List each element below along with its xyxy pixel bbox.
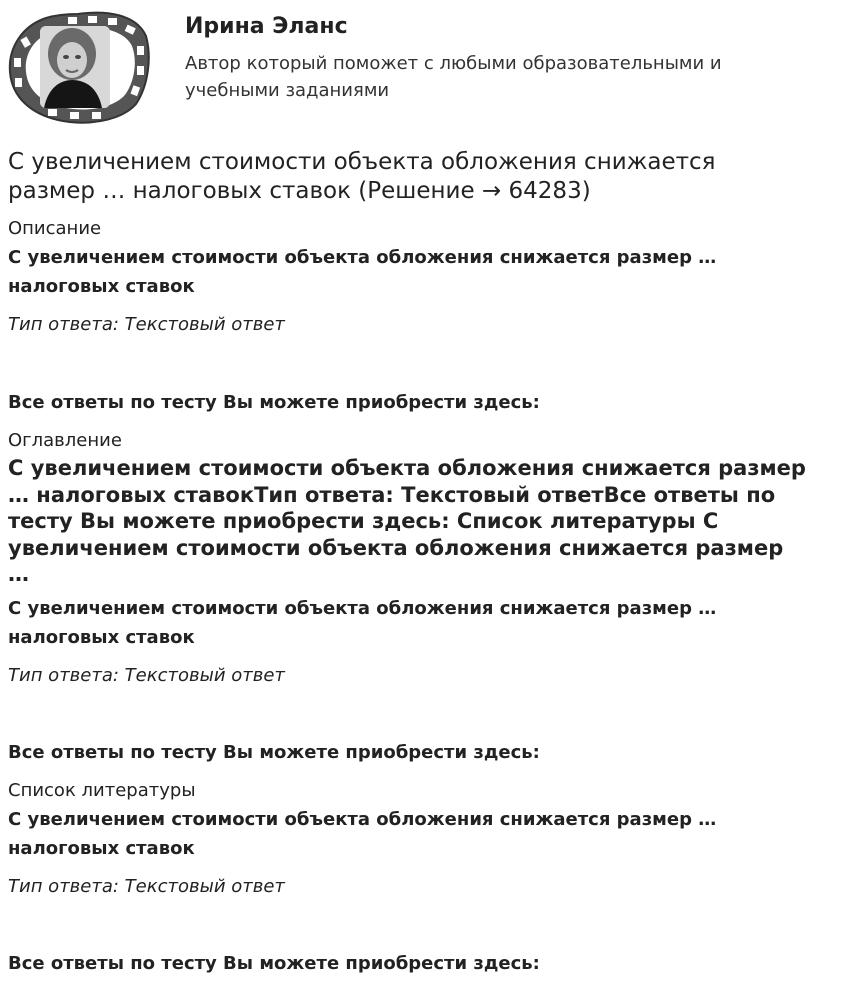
author-description: Автор который поможет с любыми образовательными и учебными заданиями [185, 53, 722, 101]
literature-purchase-note: Все ответы по тесту Вы можете приобрести здесь: [8, 953, 540, 974]
description-answer-type: Тип ответа: Текстовый ответ [8, 314, 285, 335]
author-name[interactable]: Ирина Эланс [185, 14, 348, 39]
literature-question: С увеличением стоимости объекта обложения снижается размер … налоговых ставок [8, 809, 717, 859]
literature-label: Список литературы [8, 780, 196, 801]
toc-answer-type: Тип ответа: Текстовый ответ [8, 665, 285, 686]
avatar-film-frame-icon [8, 8, 150, 126]
description-label: Описание [8, 218, 102, 239]
description-question: С увеличением стоимости объекта обложения снижается размер … налоговых ставок [8, 247, 717, 297]
toc-purchase-note: Все ответы по тесту Вы можете приобрести здесь: [8, 742, 540, 763]
page-title: С увеличением стоимости объекта обложения снижается размер … налоговых ставок (Решение → 64283) [8, 149, 716, 204]
avatar[interactable] [8, 8, 150, 126]
toc-label: Оглавление [8, 430, 122, 451]
literature-answer-type: Тип ответа: Текстовый ответ [8, 876, 285, 897]
author-card [8, 8, 838, 126]
toc-question: С увеличением стоимости объекта обложения снижается размер … налоговых ставок [8, 598, 717, 648]
description-purchase-note: Все ответы по тесту Вы можете приобрести здесь: [8, 392, 540, 413]
toc-heading: С увеличением стоимости объекта обложения снижается размер … налоговых ставокТип ответа: Текстовый ответВсе ответы по тесту Вы можете приобрести здесь: Список литературы С увеличением стоимости объекта обложения снижается размер … [8, 456, 806, 586]
